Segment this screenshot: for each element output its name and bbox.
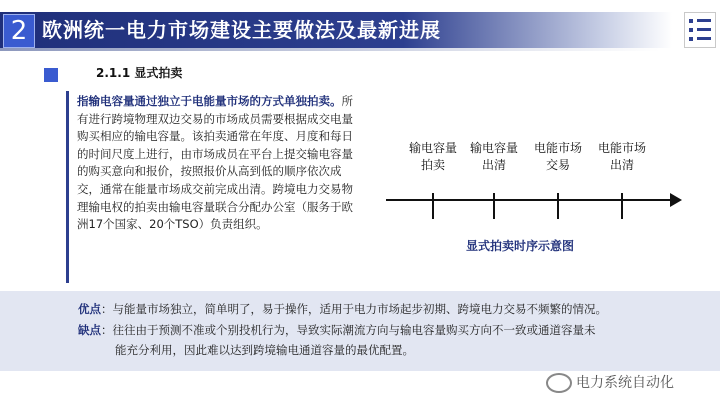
timeline-label-line: 输电容量 <box>469 141 518 155</box>
timeline-tick <box>621 193 623 219</box>
timeline-label-line: 出清 <box>609 158 634 172</box>
menu-bar <box>697 19 711 22</box>
section-marker <box>44 68 58 82</box>
menu-bar <box>697 37 711 40</box>
cons-line-continued: 能充分利用，因此难以达到跨境输电通道容量的最优配置。 <box>115 343 414 357</box>
timeline-label <box>464 140 524 174</box>
watermark <box>546 372 674 393</box>
diagram-caption: 显式拍卖时序示意图 <box>466 239 575 253</box>
timeline-label-line: 出清 <box>481 158 506 172</box>
timeline-label <box>528 140 588 174</box>
pros-label: 优点 <box>78 302 101 316</box>
timeline-tick <box>432 193 434 219</box>
banner-shadow <box>0 48 660 51</box>
timeline-label <box>592 140 652 174</box>
menu-list-icon[interactable] <box>684 12 716 48</box>
menu-bullet <box>689 28 693 32</box>
timeline-label-line: 交易 <box>545 158 570 172</box>
menu-bullet <box>689 19 693 23</box>
pros-line <box>78 300 607 318</box>
timeline-label-line: 电能市场 <box>597 141 646 155</box>
cons-label: 缺点 <box>78 323 101 337</box>
pros-cons-band <box>0 291 720 371</box>
title-banner <box>0 12 672 48</box>
description-text: 所有进行跨境物理双边交易的市场成员需要根据成交电量购买相应的输电容量。该拍卖通常在年度、月度和每日的时间尺度上进行，由市场成员在平台上提交输电容量的购买意向和报价，按照报价从高到低的顺序依次成交，通常在能量市场成交前完成出清。跨境电力交易物理输电权的拍卖由输电容量联合分配办公室（服务于欧洲17个国家、20个TSO）负责组织。 <box>77 94 353 232</box>
watermark-text: 电力系统自动化 <box>576 375 674 391</box>
timeline-label-line: 输电容量 <box>408 141 457 155</box>
section-number: 2 <box>3 14 35 48</box>
timeline-tick <box>493 193 495 219</box>
timeline-arrow-icon <box>670 193 682 207</box>
description-block <box>66 91 357 283</box>
timeline-label-line: 拍卖 <box>420 158 445 172</box>
menu-bar <box>697 28 711 31</box>
timeline-axis <box>386 199 672 201</box>
definition-highlight: 指输电容量通过独立于电能量市场的方式单独拍卖。 <box>77 94 342 108</box>
pros-text: ：与能量市场独立，简单明了，易于操作，适用于电力市场起步初期、跨境电力交易不频繁的情况。 <box>101 302 607 316</box>
page-title: 欧洲统一电力市场建设主要做法及最新进展 <box>42 18 441 42</box>
wechat-icon <box>546 373 572 393</box>
description-paragraph <box>77 93 357 234</box>
menu-bullet <box>689 37 693 41</box>
section-title: 2.1.1 显式拍卖 <box>96 66 183 80</box>
timeline-tick <box>557 193 559 219</box>
timeline-label-line: 电能市场 <box>533 141 582 155</box>
cons-text: ：往往由于预测不准或个别投机行为，导致实际潮流方向与输电容量购买方向不一致或通道容量未 <box>101 323 596 337</box>
cons-line <box>78 321 596 339</box>
timeline-label <box>403 140 463 174</box>
